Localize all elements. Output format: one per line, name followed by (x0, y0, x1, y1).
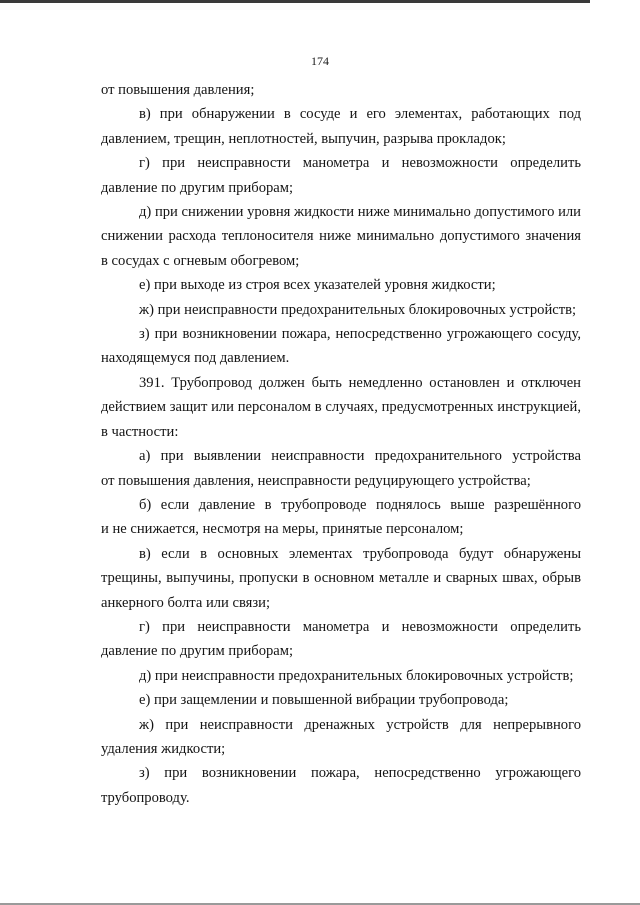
text-line: в частности: (101, 423, 179, 440)
text-line: и не снижается, несмотря на меры, принятые персоналом; (101, 521, 464, 538)
text-line: в) при обнаружении в сосуде и его элементах, работающих под (139, 106, 581, 123)
paragraph-p5 (101, 298, 581, 322)
text-line: ж) при неисправности предохранительных блокировочных устройств; (139, 301, 577, 318)
text-line: 391. Трубопровод должен быть немедленно остановлен и отключен (139, 374, 581, 391)
text-line: действием защит или персоналом в случаях, предусмотренных инструкцией, (101, 399, 581, 416)
paragraph-p6 (101, 322, 581, 371)
paragraph-p11 (101, 615, 581, 664)
text-line: анкерного болта или связи; (101, 594, 271, 611)
paragraph-p1 (101, 102, 581, 151)
paragraph-p12 (101, 664, 581, 688)
document-body (101, 78, 581, 810)
paragraph-p2 (101, 151, 581, 200)
text-line: удаления жидкости; (101, 740, 226, 757)
text-line: а) при выявлении неисправности предохранительного устройства (139, 448, 581, 465)
text-line: от повышения давления; (101, 82, 255, 98)
paragraph-p13 (101, 688, 581, 712)
text-line: давление по другим приборам; (101, 179, 294, 196)
text-line: е) при выходе из строя всех указателей уровня жидкости; (139, 277, 496, 294)
text-line: от повышения давления, неисправности редуцирующего устройства; (101, 472, 531, 489)
text-line: г) при неисправности манометра и невозможности определить (139, 155, 581, 172)
text-line: г) при неисправности манометра и невозможности определить (139, 618, 581, 635)
paragraph-p14 (101, 713, 581, 762)
text-line: д) при снижении уровня жидкости ниже минимально допустимого или (139, 204, 581, 221)
text-line: з) при возникновении пожара, непосредственно угрожающего сосуду, (139, 326, 581, 343)
top-edge-rule (0, 0, 590, 3)
text-line: в) если в основных элементах трубопровода будут обнаружены (139, 545, 581, 562)
text-line: б) если давление в трубопроводе поднялось выше разрешённого (139, 496, 581, 513)
text-line: ж) при неисправности дренажных устройств для непрерывного (139, 716, 581, 733)
paragraph-p8 (101, 444, 581, 493)
paragraph-p7 (101, 371, 581, 444)
text-line: е) при защемлении и повышенной вибрации трубопровода; (139, 692, 509, 709)
paragraph-p0 (101, 78, 581, 102)
text-line: з) при возникновении пожара, непосредственно угрожающего (139, 765, 581, 782)
text-line: трещины, выпучины, пропуски в основном металле и сварных швах, обрыв (101, 570, 581, 587)
paragraph-p4 (101, 273, 581, 297)
paragraph-p9 (101, 493, 581, 542)
paragraph-p3 (101, 200, 581, 273)
paragraph-p10 (101, 542, 581, 615)
paragraph-p15 (101, 761, 581, 810)
text-line: трубопроводу. (101, 789, 190, 806)
text-line: находящемуся под давлением. (101, 350, 290, 367)
text-line: давление по другим приборам; (101, 643, 294, 660)
text-line: в сосудах с огневым обогревом; (101, 252, 300, 269)
text-line: снижении расхода теплоносителя ниже минимально допустимого значения (101, 228, 581, 245)
text-line: д) при неисправности предохранительных блокировочных устройств; (139, 667, 574, 684)
page-number: 174 (311, 54, 329, 68)
text-line: давлением, трещин, неплотностей, выпучин, разрыва прокладок; (101, 130, 506, 147)
